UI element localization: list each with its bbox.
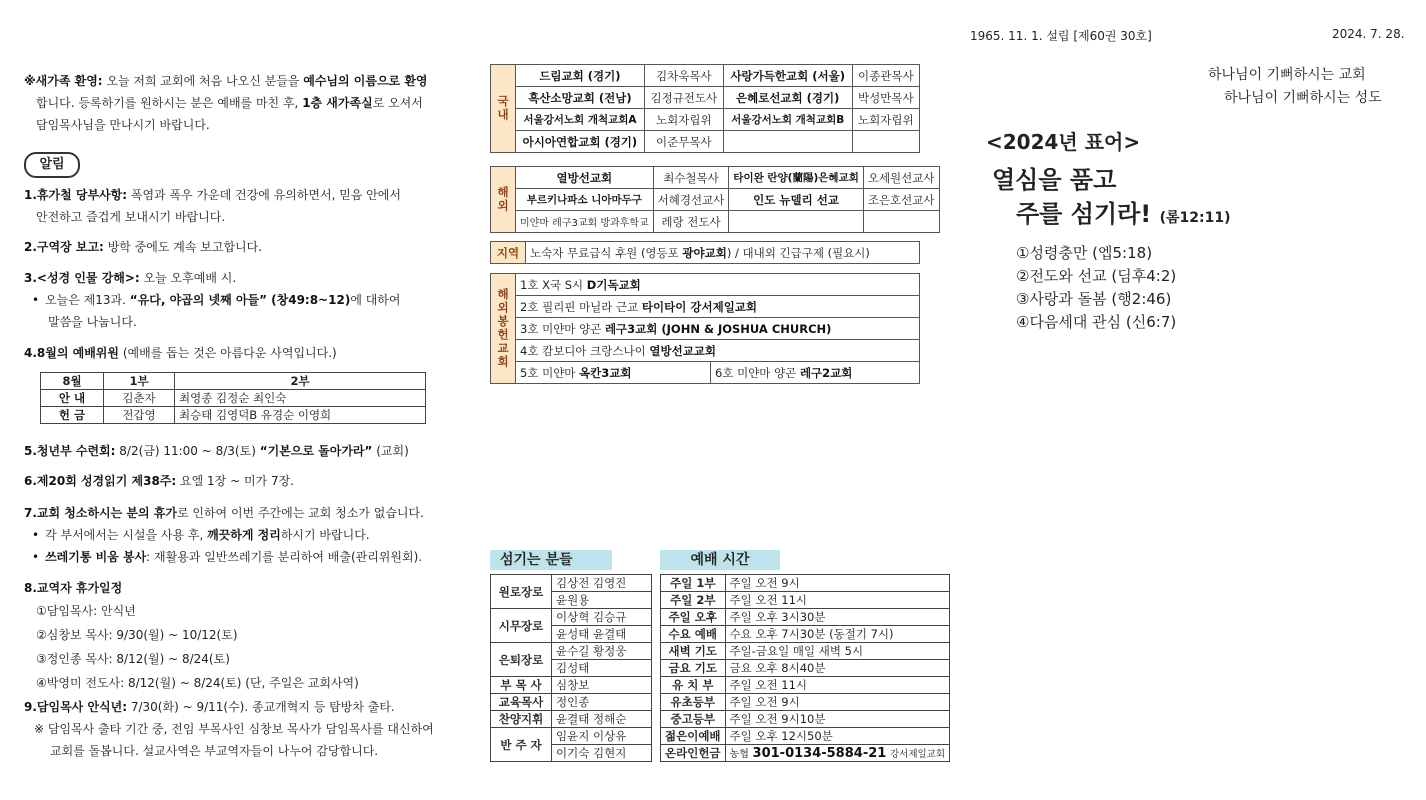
table-cell: 레랑 전도사 [653, 211, 729, 233]
table-cell: 이상혁 김승규 [552, 609, 652, 626]
planting-church: 옥칸3교회 [579, 365, 632, 380]
domestic-mission-table [490, 64, 920, 153]
notice-5-place: (교회) [376, 444, 409, 458]
notice-7-title: 7.교회 청소하시는 분의 휴가 [24, 506, 177, 520]
notice-1-title: 1.휴가철 당부사항: [24, 188, 128, 202]
welcome-text: 오늘 저희 교회에 처음 나오신 분들을 [106, 74, 300, 88]
service-time: 수요 오후 7시30분 (동절기 7시) [725, 626, 949, 643]
account-holder: 강서제일교회 [889, 749, 946, 760]
table-cell: 은혜로선교회 (경기) [723, 87, 852, 109]
notice-1 [24, 184, 464, 228]
table-cell: 최수철목사 [653, 167, 729, 189]
notice-9-note-2: 교회를 돌봅니다. 설교사역은 부교역자들이 나누어 감당합니다. [50, 744, 379, 758]
notice-5-theme: “기본으로 돌아가라” [259, 444, 373, 458]
table-cell: 노회자립위 [644, 109, 723, 131]
domestic-label: 국내 [491, 65, 516, 153]
notice-3-lesson: 오늘은 제13과. [45, 293, 126, 307]
notice-6-title: 6.제20회 성경읽기 제38주: [24, 474, 177, 488]
table-row [491, 211, 940, 233]
notice-8 [24, 577, 464, 695]
worship-times-table [660, 574, 950, 762]
service-name: 금요 기도 [661, 660, 726, 677]
table-cell: 흑산소망교회 (전남) [516, 87, 645, 109]
list-item: ①담임목사: 안식년 [36, 604, 136, 618]
table-row [661, 677, 950, 694]
table-row [661, 745, 950, 762]
notice-7-bullet-2: : 재활용과 일반쓰레기를 분리하여 배출(관리위원회). [146, 550, 423, 564]
region-text-b: 광야교회 [682, 245, 727, 260]
list-item: ②심창보 목사: 9/30(월) ~ 10/12(토) [36, 628, 238, 642]
service-name: 젊은이예배 [661, 728, 726, 745]
table-cell: 부르키나파소 니아마두구 [516, 189, 654, 211]
table-header: 2부 [175, 373, 426, 390]
table-cell: 인도 뉴델리 선교 [729, 189, 864, 211]
notice-4 [24, 342, 464, 364]
service-time: 주일 오전 9시10분 [725, 711, 949, 728]
table-cell: 윤수길 황정웅 [552, 643, 652, 660]
planting-church: 타이타이 강서제일교회 [641, 299, 758, 314]
table-row [491, 318, 920, 340]
table-cell: 김상전 김영진 [552, 575, 652, 592]
table-cell: 서혜경선교사 [653, 189, 729, 211]
service-time: 주일 오전 9시 [725, 694, 949, 711]
service-name: 수요 예배 [661, 626, 726, 643]
planting-church: 레구3교회 (JOHN & JOSHUA CHURCH) [604, 321, 832, 336]
table-cell: 윤원용 [552, 592, 652, 609]
group-label: 반 주 자 [491, 728, 552, 762]
regional-mission-table [490, 241, 920, 264]
table-cell [516, 296, 920, 318]
table-cell: 오세원선교사 [863, 167, 939, 189]
list-item: ④다음세대 관심 (신6:7) [1016, 313, 1177, 331]
table-cell: 심창보 [552, 677, 652, 694]
table-row [661, 643, 950, 660]
notice-9-title: 9.담임목사 안식년: [24, 700, 128, 714]
table-cell: 조은호선교사 [863, 189, 939, 211]
motto-reference: (롬12:11) [1159, 210, 1231, 226]
table-row [491, 728, 652, 745]
table-cell: 서울강서노회 개척교회B [723, 109, 852, 131]
worship-title: 예배 시간 [660, 550, 780, 570]
table-cell: 노회자립위 [852, 109, 919, 131]
slogan-member: 하나님이 기뻐하시는 성도 [1224, 90, 1382, 106]
welcome-bold: 예수님의 이름으로 환영 [303, 74, 428, 88]
planting-location: 6호 미얀마 양곤 [715, 365, 797, 380]
service-time: 주일 오후 12시50분 [725, 728, 949, 745]
service-time: 주일 오후 3시30분 [725, 609, 949, 626]
notice-1-text: 폭염과 폭우 가운데 건강에 유의하면서, 믿음 안에서 [130, 188, 401, 202]
table-cell: 안 내 [41, 390, 104, 407]
notice-4-title: 4.8월의 예배위원 [24, 346, 119, 360]
service-time: 금요 오후 8시40분 [725, 660, 949, 677]
notice-9 [24, 696, 464, 762]
table-cell: 윤결태 정해순 [552, 711, 652, 728]
table-cell [711, 362, 920, 384]
table-row [491, 694, 652, 711]
table-row [491, 609, 652, 626]
notice-6 [24, 470, 464, 492]
motto-line-2 [1016, 197, 1230, 235]
notice-2 [24, 236, 464, 258]
notice-5-text: 8/2(금) 11:00 ~ 8/3(토) [119, 444, 256, 458]
table-row [491, 711, 652, 728]
notice-7-bullet-1: 각 부서에서는 시설을 사용 후, [45, 528, 204, 542]
table-cell: 김춘자 [104, 390, 175, 407]
table-cell: 임윤지 이상유 [552, 728, 652, 745]
planting-label: 해외봉헌교회 [491, 274, 516, 384]
bank-name: 농협 [729, 749, 749, 760]
online-offering-label: 온라인헌금 [661, 745, 726, 762]
service-name: 주일 1부 [661, 575, 726, 592]
planting-location: 3호 미얀마 양곤 [520, 321, 602, 336]
notice-7-bold: 깨끗하게 정리 [207, 528, 281, 542]
table-cell: 정인종 [552, 694, 652, 711]
notice-3-text: 오늘 오후예배 시. [143, 271, 237, 285]
table-cell: 이기숙 김현지 [552, 745, 652, 762]
table-row [491, 643, 652, 660]
founded-info: 1965. 11. 1. 설립 [제60권 30호] [970, 29, 1152, 43]
bulletin-date: 2024. 7. 28. [1332, 27, 1405, 41]
group-label: 원로장로 [491, 575, 552, 609]
region-text-a: 노숙자 무료급식 후원 (영등포 [530, 245, 679, 260]
servants-title: 섬기는 분들 [490, 550, 612, 570]
online-offering-info [725, 745, 949, 762]
notice-3 [24, 267, 464, 333]
table-cell [729, 211, 864, 233]
table-header: 1부 [104, 373, 175, 390]
region-text [526, 242, 920, 264]
welcome-room: 1층 새가족실 [302, 96, 373, 110]
notice-3-text-2: 에 대하여 [350, 293, 401, 307]
table-row [661, 728, 950, 745]
service-name: 새벽 기도 [661, 643, 726, 660]
notice-5-title: 5.청년부 수련회: [24, 444, 116, 458]
notice-5 [24, 440, 464, 462]
table-cell: 최승태 김영덕B 유경순 이영희 [175, 407, 426, 424]
service-name: 중고등부 [661, 711, 726, 728]
list-item: ①성령충만 (엡5:18) [1016, 244, 1153, 262]
account-number: 301-0134-5884-21 [752, 746, 887, 761]
notice-8-title: 8.교역자 휴가일정 [24, 581, 123, 595]
list-item: ④박영미 전도사: 8/12(월) ~ 8/24(토) (단, 주일은 교회사역) [36, 676, 359, 690]
table-row [661, 575, 950, 592]
table-cell [863, 211, 939, 233]
table-cell: 열방선교회 [516, 167, 654, 189]
table-row [491, 274, 920, 296]
notice-7-bullet-2-title: 쓰레기통 비움 봉사 [45, 550, 147, 564]
notice-2-text: 방학 중에도 계속 보고합니다. [107, 240, 263, 254]
table-cell [516, 274, 920, 296]
group-label: 교육목사 [491, 694, 552, 711]
region-label: 지역 [491, 242, 526, 264]
table-row [491, 131, 920, 153]
planting-church: D기독교회 [586, 277, 641, 292]
table-row [661, 609, 950, 626]
service-time: 주일 오전 9시 [725, 575, 949, 592]
welcome-title: ※새가족 환영: [24, 74, 103, 88]
table-cell [516, 340, 920, 362]
notice-7-bullet-1-end: 하시기 바랍니다. [280, 528, 370, 542]
welcome-text-2: 합니다. 등록하기를 원하시는 분은 예배를 마친 후, [36, 96, 299, 110]
slogan-church: 하나님이 기뻐하시는 교회 [1208, 67, 1366, 83]
table-cell: 전갑영 [104, 407, 175, 424]
table-row [491, 296, 920, 318]
goals-list [1016, 242, 1176, 334]
table-cell: 사랑가득한교회 (서울) [723, 65, 852, 87]
table-row [491, 340, 920, 362]
notice-3-text-3: 말씀을 나눕니다. [48, 315, 137, 329]
table-cell [516, 362, 711, 384]
table-row [661, 711, 950, 728]
notice-1-text-2: 안전하고 즐겁게 보내시기 바랍니다. [36, 210, 226, 224]
welcome-section [24, 70, 464, 136]
overseas-label: 해외 [491, 167, 516, 233]
table-header-row [41, 373, 426, 390]
planting-location: 4호 캄보디아 크랑스나이 [520, 343, 646, 358]
table-cell [516, 318, 920, 340]
table-cell: 서울강서노회 개척교회A [516, 109, 645, 131]
table-row [491, 362, 920, 384]
service-time: 주일 오전 11시 [725, 677, 949, 694]
table-row [661, 592, 950, 609]
table-cell: 헌 금 [41, 407, 104, 424]
church-planting-table [490, 273, 920, 384]
region-text-c: ) / 대내외 긴급구제 (필요시) [726, 245, 870, 260]
notice-7-text: 로 인하여 이번 주간에는 교회 청소가 없습니다. [176, 506, 424, 520]
service-name: 유 치 부 [661, 677, 726, 694]
table-row [491, 65, 920, 87]
motto-text: 주를 섬기라! [1016, 200, 1152, 228]
list-item: ③사랑과 돌봄 (행2:46) [1016, 290, 1172, 308]
table-row [661, 694, 950, 711]
table-cell: 윤성태 윤결태 [552, 626, 652, 643]
table-header: 8월 [41, 373, 104, 390]
notice-6-text: 요엘 1장 ~ 미가 7장. [180, 474, 294, 488]
table-cell: 이종관목사 [852, 65, 919, 87]
table-row [491, 87, 920, 109]
table-row [491, 167, 940, 189]
group-label: 은퇴장로 [491, 643, 552, 677]
table-cell: 박성만목사 [852, 87, 919, 109]
welcome-text-3: 로 오셔서 [372, 96, 423, 110]
planting-church: 열방선교교회 [649, 343, 717, 358]
servants-table [490, 574, 652, 762]
table-row [491, 242, 920, 264]
table-row [41, 407, 426, 424]
service-name: 주일 오후 [661, 609, 726, 626]
table-cell: 타이완 란양(蘭陽)은혜교회 [729, 167, 864, 189]
table-row [491, 677, 652, 694]
notice-4-text: (예배를 돕는 것은 아름다운 사역입니다.) [122, 346, 337, 360]
table-row [491, 575, 652, 592]
service-time: 주일-금요일 매일 새벽 5시 [725, 643, 949, 660]
table-row [491, 189, 940, 211]
table-cell: 김성태 [552, 660, 652, 677]
table-cell: 미얀마 레구3교회 방과후학교 [516, 211, 654, 233]
table-cell: 아시아연합교회 (경기) [516, 131, 645, 153]
planting-location: 2호 필리핀 마닐라 근교 [520, 299, 639, 314]
table-cell: 김차욱목사 [644, 65, 723, 87]
service-committee-table [40, 372, 426, 424]
table-cell [723, 131, 852, 153]
table-cell [852, 131, 919, 153]
notice-9-text: 7/30(화) ~ 9/11(수). 종교개혁지 등 탐방차 출타. [130, 700, 395, 714]
motto-title: <2024년 표어> [986, 130, 1141, 154]
table-row [661, 660, 950, 677]
group-label: 부 목 사 [491, 677, 552, 694]
notice-9-note: ※ 담임목사 출타 기간 중, 전임 부목사인 심창보 목사가 담임목사를 대신하여 [34, 722, 434, 736]
planting-church: 레구2교회 [799, 365, 853, 380]
notice-2-title: 2.구역장 보고: [24, 240, 104, 254]
group-label: 찬양지휘 [491, 711, 552, 728]
notice-7 [24, 502, 464, 568]
notice-3-title: 3.<성경 인물 강해>: [24, 271, 140, 285]
table-row [41, 390, 426, 407]
table-cell: 김정규전도사 [644, 87, 723, 109]
planting-location: 5호 미얀마 [520, 365, 576, 380]
list-item: ③정인종 목사: 8/12(월) ~ 8/24(토) [36, 652, 230, 666]
table-cell: 드림교회 (경기) [516, 65, 645, 87]
notice-badge: 알림 [24, 152, 80, 178]
table-row [661, 626, 950, 643]
list-item: ②전도와 선교 (딤후4:2) [1016, 267, 1177, 285]
welcome-text-4: 담임목사님을 만나시기 바랍니다. [36, 118, 210, 132]
service-name: 유초등부 [661, 694, 726, 711]
group-label: 시무장로 [491, 609, 552, 643]
table-row [491, 109, 920, 131]
notice-3-topic: “유다, 야곱의 넷째 아들” (창49:8~12) [129, 293, 351, 307]
service-name: 주일 2부 [661, 592, 726, 609]
overseas-mission-table [490, 166, 940, 233]
planting-location: 1호 X국 S시 [520, 277, 584, 292]
service-time: 주일 오전 11시 [725, 592, 949, 609]
motto-line-1: 열심을 품고 [992, 166, 1117, 194]
table-cell: 이준무목사 [644, 131, 723, 153]
table-cell: 최영종 김정순 최인숙 [175, 390, 426, 407]
